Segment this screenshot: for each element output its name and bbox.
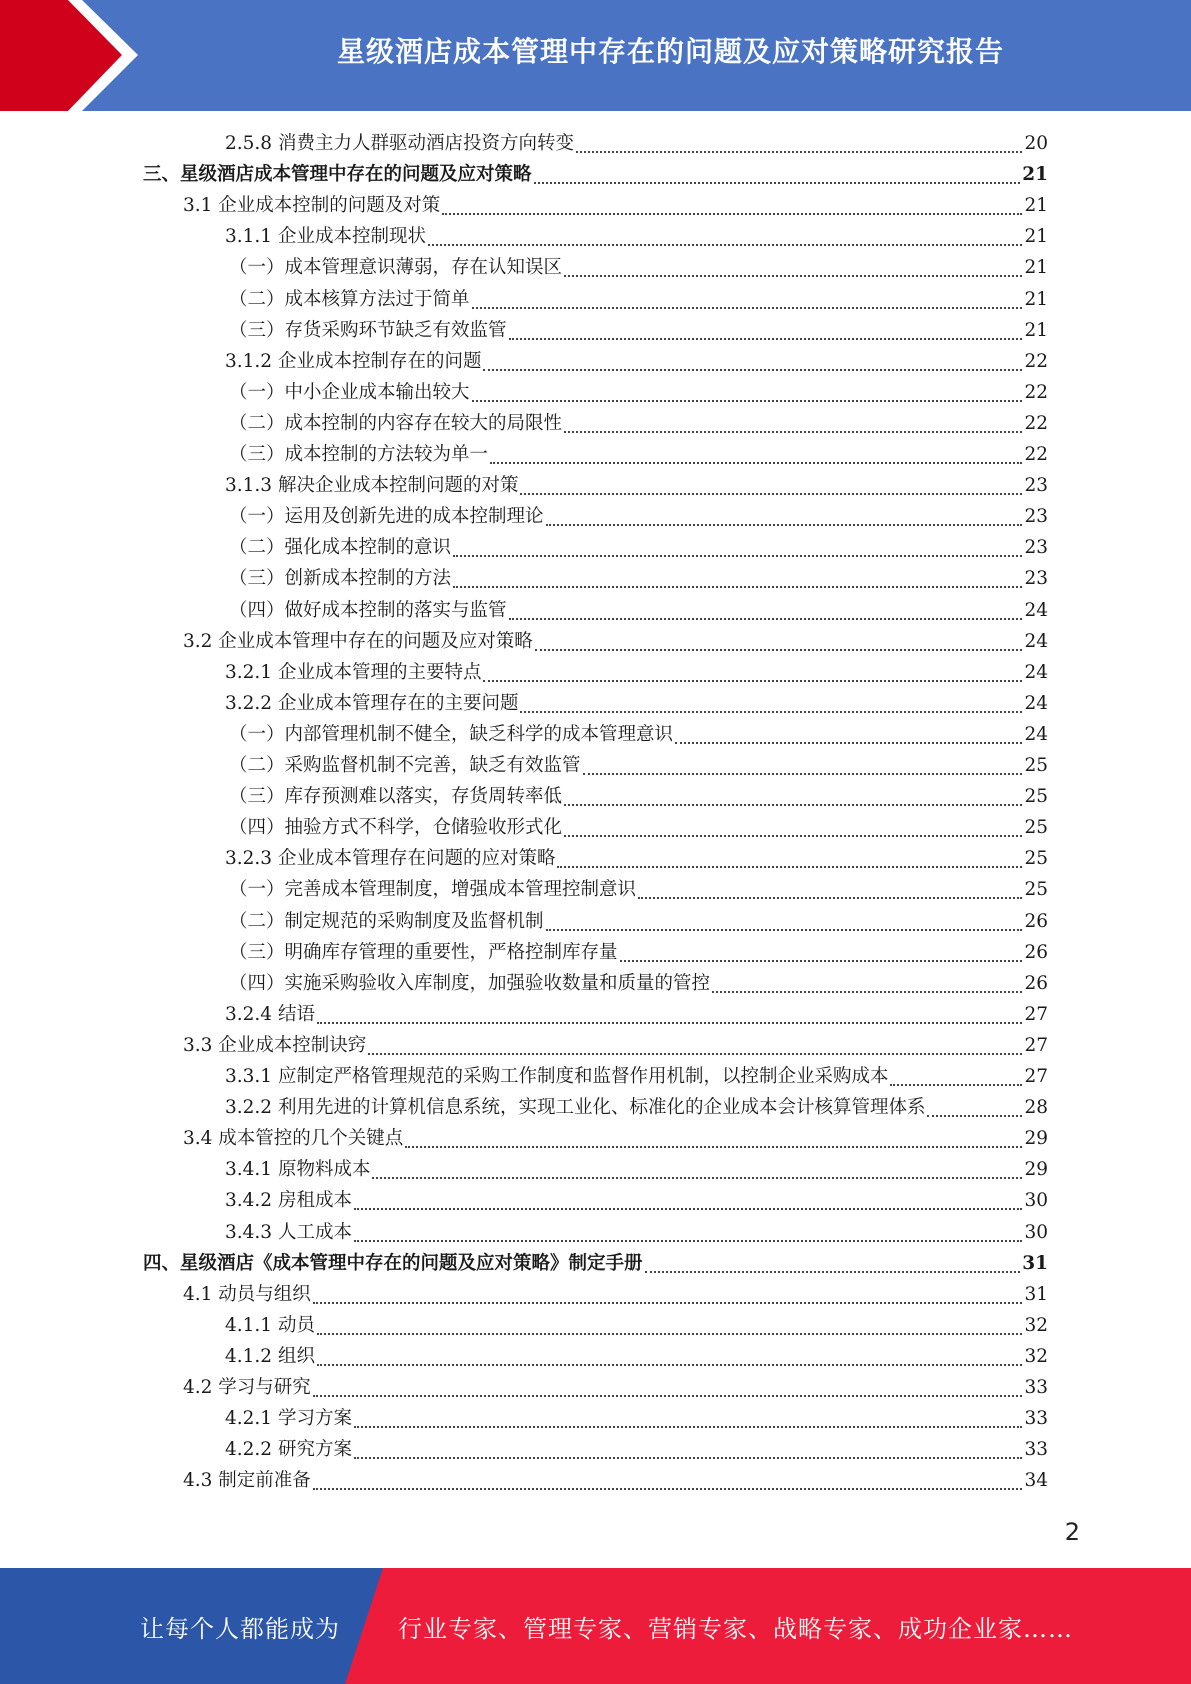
toc-entry-title: （一）内部管理机制不健全，缺乏科学的成本管理意识: [229, 723, 674, 745]
page-number: 2: [1064, 1518, 1080, 1546]
toc-entry-page: 21: [1024, 257, 1048, 279]
toc-entry-page: 27: [1024, 1034, 1048, 1056]
toc-entry[interactable]: [225, 221, 1048, 252]
toc-entry-title: （四）实施采购验收入库制度，加强验收数量和质量的管控: [229, 972, 711, 994]
toc-dot-leader: [428, 243, 1022, 246]
toc-entry-title: 4.2.2 研究方案: [225, 1439, 352, 1461]
toc-entry[interactable]: [225, 1434, 1048, 1465]
toc-entry-title: 3.3.1 应制定严格管理规范的采购工作制度和监督作用机制，以控制企业采购成本: [225, 1066, 889, 1087]
toc-dot-leader: [546, 523, 1023, 526]
toc-dot-leader: [317, 1363, 1023, 1366]
toc-entry-title: 3.4.1 原物料成本: [225, 1159, 371, 1181]
toc-entry-page: 23: [1024, 568, 1048, 590]
footer-slogan-right: 行业专家、管理专家、营销专家、战略专家、成功企业家……: [398, 1614, 1073, 1643]
toc-entry-page: 22: [1024, 381, 1048, 403]
toc-dot-leader: [405, 1145, 1022, 1148]
toc-entry-title: （二）强化成本控制的意识: [229, 537, 452, 559]
toc-entry-title: 3.2.4 结语: [225, 1003, 315, 1025]
toc-dot-leader: [354, 1207, 1023, 1210]
toc-entry[interactable]: [225, 1217, 1048, 1248]
toc-dot-leader: [564, 430, 1022, 433]
toc-entry[interactable]: [183, 626, 1048, 657]
toc-entry[interactable]: [229, 750, 1048, 781]
toc-entry-page: 23: [1024, 475, 1048, 497]
toc-entry[interactable]: [225, 688, 1048, 719]
toc-entry-page: 24: [1024, 630, 1048, 652]
footer-slogan-left: 让每个人都能成为: [140, 1614, 340, 1643]
toc-entry-page: 26: [1024, 910, 1048, 932]
toc-entry-page: 34: [1024, 1470, 1048, 1492]
toc-dot-leader: [520, 710, 1022, 713]
toc-dot-leader: [564, 834, 1022, 837]
toc-entry[interactable]: [229, 874, 1048, 905]
toc-entry-title: 3.4.2 房租成本: [225, 1190, 352, 1212]
toc-entry-title: （二）制定规范的采购制度及监督机制: [229, 910, 544, 932]
toc-entry-page: 21: [1024, 195, 1048, 217]
toc-entry[interactable]: [183, 1030, 1048, 1061]
toc-entry[interactable]: [229, 595, 1048, 626]
toc-entry-title: 四、星级酒店《成本管理中存在的问题及应对策略》制定手册: [143, 1252, 643, 1274]
toc-entry-page: 22: [1024, 412, 1048, 434]
toc-dot-leader: [712, 990, 1022, 993]
toc-entry-title: 4.2.1 学习方案: [225, 1408, 352, 1430]
toc-entry-title: （二）成本核算方法过于简单: [229, 288, 470, 310]
toc-entry[interactable]: [229, 532, 1048, 563]
toc-entry[interactable]: [229, 408, 1048, 439]
toc-entry[interactable]: [225, 1403, 1048, 1434]
toc-entry-title: （四）做好成本控制的落实与监管: [229, 599, 507, 621]
toc-entry[interactable]: [143, 159, 1048, 190]
toc-entry[interactable]: [229, 781, 1048, 812]
toc-dot-leader: [472, 399, 1023, 402]
toc-entry-page: 30: [1024, 1221, 1048, 1243]
toc-entry[interactable]: [225, 1092, 1048, 1123]
toc-entry[interactable]: [225, 346, 1048, 377]
toc-dot-leader: [534, 181, 1021, 184]
toc-dot-leader: [564, 274, 1022, 277]
toc-dot-leader: [509, 337, 1023, 340]
toc-dot-leader: [368, 1052, 1022, 1055]
toc-dot-leader: [576, 150, 1022, 153]
toc-entry-title: 3.2.1 企业成本管理的主要特点: [225, 661, 482, 683]
toc-entry-page: 27: [1024, 1066, 1048, 1087]
toc-entry-page: 26: [1024, 972, 1048, 994]
toc-dot-leader: [620, 959, 1023, 962]
toc-entry[interactable]: [225, 1154, 1048, 1185]
toc-entry-title: 3.1.2 企业成本控制存在的问题: [225, 350, 482, 372]
toc-dot-leader: [317, 1021, 1023, 1024]
toc-entry-page: 24: [1024, 723, 1048, 745]
toc-entry[interactable]: [183, 190, 1048, 221]
toc-entry-page: 25: [1024, 755, 1048, 776]
toc-entry-page: 25: [1024, 817, 1048, 839]
toc-entry-title: （三）创新成本控制的方法: [229, 568, 452, 590]
toc-entry-page: 25: [1024, 848, 1048, 870]
toc-entry[interactable]: [225, 657, 1048, 688]
toc-entry-page: 24: [1024, 661, 1048, 683]
toc-dot-leader: [313, 1487, 1023, 1490]
page-footer: [0, 1568, 1191, 1684]
toc-dot-leader: [564, 803, 1022, 806]
toc-entry-page: 22: [1024, 444, 1048, 465]
toc-entry-title: 3.4.3 人工成本: [225, 1221, 352, 1243]
chevron-arrow-icon: [0, 0, 160, 111]
toc-entry-title: （三）存货采购环节缺乏有效监管: [229, 319, 507, 341]
toc-entry-title: （三）明确库存管理的重要性，严格控制库存量: [229, 941, 618, 963]
toc-dot-leader: [890, 1083, 1022, 1086]
toc-entry-page: 21: [1024, 288, 1048, 310]
toc-entry-page: 24: [1024, 692, 1048, 714]
toc-entry-title: 3.2 企业成本管理中存在的问题及应对策略: [183, 630, 533, 652]
toc-entry-title: （二）采购监督机制不完善，缺乏有效监管: [229, 755, 581, 776]
toc-dot-leader: [520, 492, 1022, 495]
toc-entry-title: 3.1.3 解决企业成本控制问题的对策: [225, 475, 519, 497]
toc-dot-leader: [317, 1332, 1023, 1335]
toc-dot-leader: [490, 461, 1022, 464]
toc-entry-page: 22: [1024, 350, 1048, 372]
toc-entry-title: 4.3 制定前准备: [183, 1470, 311, 1492]
toc-entry-page: 27: [1024, 1003, 1048, 1025]
toc-entry-page: 29: [1024, 1128, 1048, 1150]
toc-entry[interactable]: [229, 315, 1048, 346]
toc-entry-page: 23: [1024, 537, 1048, 559]
toc-entry[interactable]: [229, 968, 1048, 999]
toc-entry[interactable]: [225, 470, 1048, 501]
toc-dot-leader: [483, 368, 1022, 371]
toc-dot-leader: [453, 554, 1022, 557]
toc-entry-page: 31: [1024, 1283, 1048, 1305]
toc-entry-page: 25: [1024, 879, 1048, 901]
toc-dot-leader: [313, 1301, 1023, 1304]
toc-dot-leader: [583, 772, 1023, 775]
toc-dot-leader: [675, 741, 1022, 744]
toc-dot-leader: [645, 1270, 1021, 1273]
toc-entry-page: 21: [1024, 319, 1048, 341]
toc-entry[interactable]: [225, 1185, 1048, 1216]
toc-entry-page: 29: [1024, 1159, 1048, 1181]
toc-entry[interactable]: [229, 377, 1048, 408]
toc-entry[interactable]: [229, 284, 1048, 315]
toc-entry[interactable]: [183, 1279, 1048, 1310]
toc-entry-title: （三）成本控制的方法较为单一: [229, 444, 489, 465]
toc-entry-title: 3.2.2 企业成本管理存在的主要问题: [225, 692, 519, 714]
toc-entry[interactable]: [229, 252, 1048, 283]
toc-entry-page: 32: [1024, 1314, 1048, 1336]
toc-entry[interactable]: [225, 999, 1048, 1030]
toc-entry-title: 3.1.1 企业成本控制现状: [225, 226, 426, 248]
toc-dot-leader: [483, 679, 1022, 682]
toc-dot-leader: [372, 1176, 1022, 1179]
toc-entry[interactable]: [229, 501, 1048, 532]
toc-entry-title: 3.4 成本管控的几个关键点: [183, 1128, 404, 1150]
toc-entry-page: 30: [1024, 1190, 1048, 1212]
toc-entry-page: 28: [1024, 1097, 1048, 1119]
toc-entry-title: （一）完善成本管理制度，增强成本管理控制意识: [229, 879, 637, 901]
toc-entry-title: 4.1 动员与组织: [183, 1283, 311, 1305]
toc-dot-leader: [535, 648, 1023, 651]
toc-entry-title: 4.1.1 动员: [225, 1314, 315, 1336]
toc-entry[interactable]: [229, 439, 1048, 470]
toc-entry-page: 26: [1024, 941, 1048, 963]
toc-entry[interactable]: [225, 1341, 1048, 1372]
toc-dot-leader: [472, 306, 1023, 309]
toc-entry-title: 4.2 学习与研究: [183, 1377, 311, 1398]
toc-entry-page: 21: [1024, 226, 1048, 248]
toc-entry[interactable]: [229, 812, 1048, 843]
toc-entry[interactable]: [225, 843, 1048, 874]
toc-entry[interactable]: [229, 906, 1048, 937]
document-title: 星级酒店成本管理中存在的问题及应对策略研究报告: [336, 35, 1004, 68]
toc-entry-title: 3.2.3 企业成本管理存在问题的应对策略: [225, 848, 556, 870]
toc-entry-page: 33: [1024, 1408, 1048, 1430]
toc-entry[interactable]: [225, 1061, 1048, 1092]
page-header: [0, 0, 1191, 111]
toc-entry-title: 3.1 企业成本控制的问题及对策: [183, 195, 441, 217]
toc-entry[interactable]: [229, 719, 1048, 750]
toc-entry[interactable]: [183, 1372, 1048, 1403]
toc-entry-title: （三）库存预测难以落实，存货周转率低: [229, 786, 563, 808]
toc-dot-leader: [557, 865, 1022, 868]
toc-dot-leader: [354, 1425, 1023, 1428]
toc-entry[interactable]: [183, 1123, 1048, 1154]
toc-dot-leader: [638, 896, 1022, 899]
toc-entry-title: （四）抽验方式不科学，仓储验收形式化: [229, 817, 563, 839]
toc-entry[interactable]: [229, 937, 1048, 968]
toc-entry[interactable]: [225, 1310, 1048, 1341]
toc-entry-page: 25: [1024, 786, 1048, 808]
toc-entry-page: 33: [1024, 1377, 1048, 1398]
toc-dot-leader: [313, 1394, 1023, 1397]
toc-entry-page: 24: [1024, 599, 1048, 621]
toc-entry-page: 23: [1024, 506, 1048, 528]
toc-entry-page: 32: [1024, 1345, 1048, 1367]
toc-entry[interactable]: [183, 1465, 1048, 1496]
toc-entry-page: 20: [1024, 133, 1048, 154]
toc-dot-leader: [927, 1114, 1022, 1117]
toc-dot-leader: [453, 585, 1022, 588]
toc-dot-leader: [354, 1456, 1023, 1459]
toc-entry-title: （二）成本控制的内容存在较大的局限性: [229, 412, 563, 434]
toc-entry-title: （一）中小企业成本输出较大: [229, 381, 470, 403]
toc-entry[interactable]: [229, 563, 1048, 594]
toc-entry-title: （一）运用及创新先进的成本控制理论: [229, 506, 544, 528]
toc-entry-title: 4.1.2 组织: [225, 1345, 315, 1367]
toc-entry[interactable]: [143, 1248, 1048, 1279]
toc-entry-page: 33: [1024, 1439, 1048, 1461]
toc-dot-leader: [354, 1239, 1023, 1242]
toc-entry-page: 31: [1022, 1252, 1048, 1274]
toc-entry-title: 3.3 企业成本控制诀窍: [183, 1034, 367, 1056]
toc-entry-page: 21: [1022, 164, 1048, 186]
toc-dot-leader: [509, 617, 1023, 620]
toc-entry-title: 2.5.8 消费主力人群驱动酒店投资方向转变: [225, 133, 574, 154]
toc-entry-title: （一）成本管理意识薄弱，存在认知误区: [229, 257, 563, 279]
toc-dot-leader: [442, 212, 1022, 215]
toc-entry-title: 三、星级酒店成本管理中存在的问题及应对策略: [143, 164, 532, 186]
toc-dot-leader: [546, 928, 1023, 931]
toc-entry[interactable]: [225, 128, 1048, 159]
toc-entry-title: 3.2.2 利用先进的计算机信息系统，实现工业化、标准化的企业成本会计核算管理体系: [225, 1097, 926, 1119]
